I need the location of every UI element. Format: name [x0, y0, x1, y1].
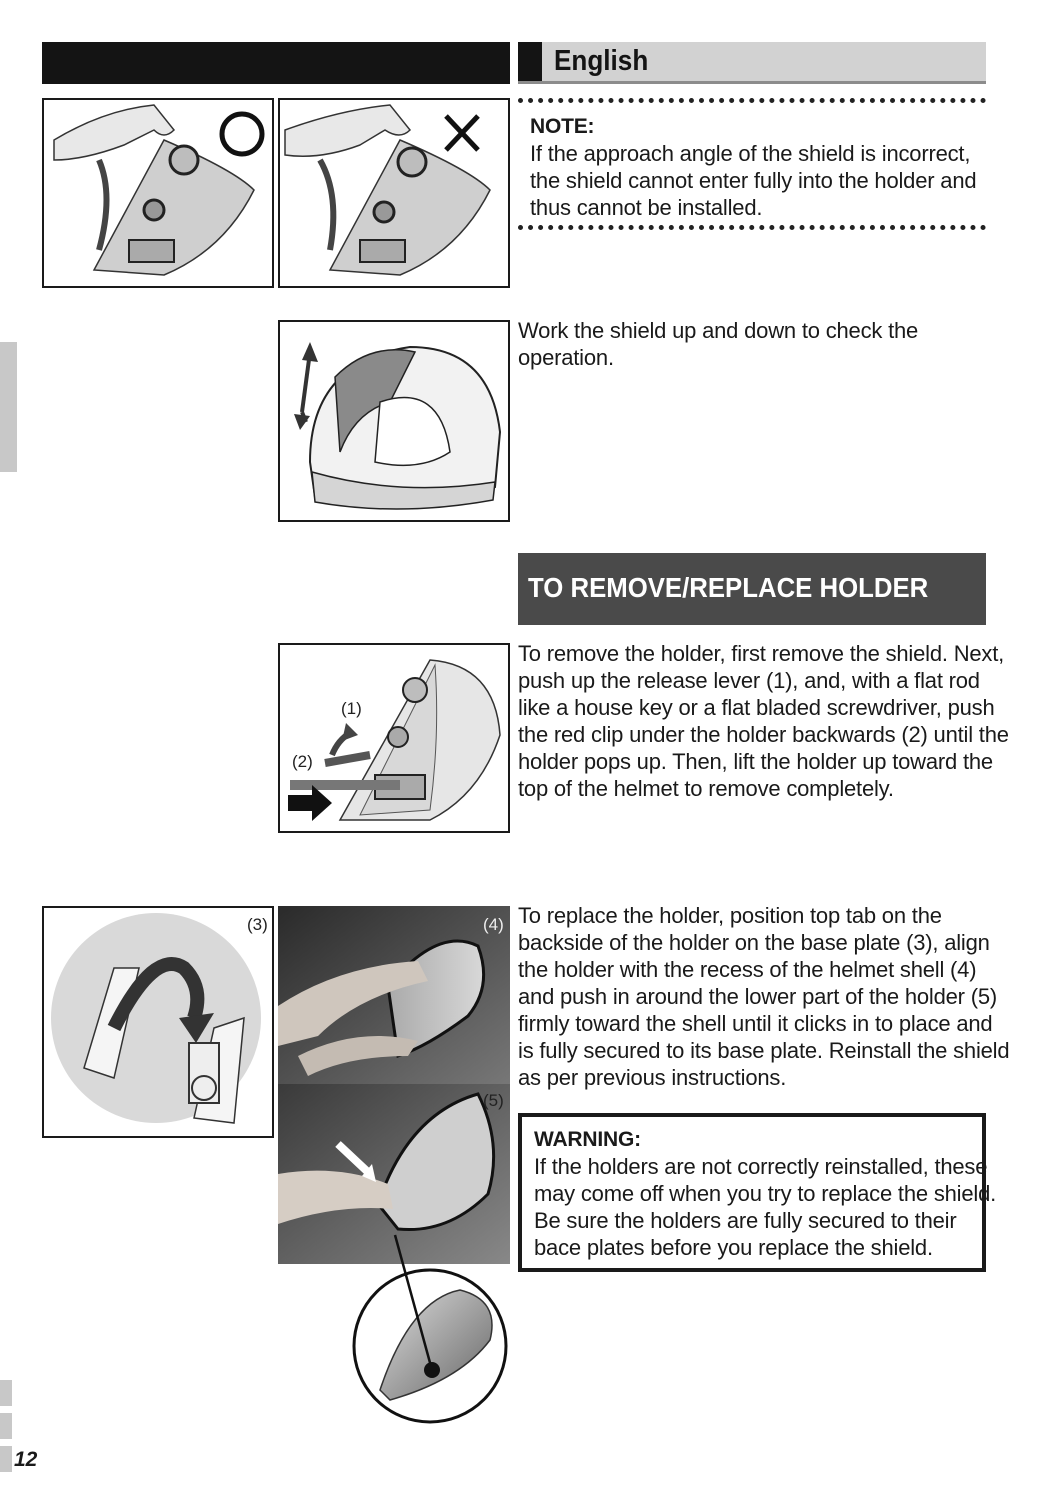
- remove-line-3: like a house key or a flat bladed screwdriver, push: [518, 695, 995, 720]
- figure-correct-angle: [42, 98, 274, 288]
- warning-title: WARNING:: [534, 1128, 641, 1151]
- replace-line-3: the holder with the recess of the helmet shell (4): [518, 957, 977, 982]
- note-line-2: the shield cannot enter fully into the holder and: [530, 168, 977, 193]
- footer-tab-3: [0, 1446, 12, 1472]
- figure-label-5: (5): [483, 1091, 504, 1110]
- remove-line-4: the red clip under the holder backwards (2) until the: [518, 722, 1009, 747]
- replace-line-6: is fully secured to its base plate. Reinstall the shield: [518, 1038, 1010, 1063]
- figure-label-2: (2): [292, 752, 313, 771]
- remove-line-5: holder pops up. Then, lift the holder up toward the: [518, 749, 993, 774]
- replace-line-2: backside of the holder on the base plate (3), align: [518, 930, 990, 955]
- warning-line-1: If the holders are not correctly reinstalled, these: [534, 1154, 988, 1179]
- replace-line-7: as per previous instructions.: [518, 1065, 787, 1090]
- note-divider-top: [518, 98, 986, 103]
- figure-remove-holder: [278, 643, 510, 833]
- figure-incorrect-angle: [278, 98, 510, 288]
- replace-line-1: To replace the holder, position top tab on the: [518, 903, 942, 928]
- replace-line-4: and push in around the lower part of the holder (5): [518, 984, 997, 1009]
- figure-label-4: (4): [483, 915, 504, 934]
- correct-circle-icon: [222, 114, 262, 154]
- remove-line-1: To remove the holder, first remove the shield. Next,: [518, 641, 1005, 666]
- section-title: TO REMOVE/REPLACE HOLDER: [528, 572, 929, 603]
- warning-line-4: bace plates before you replace the shield.: [534, 1235, 933, 1260]
- zoom-detail-circle: [350, 1230, 510, 1430]
- remove-line-2: push up the release lever (1), and, with a flat rod: [518, 668, 980, 693]
- warning-line-3: Be sure the holders are fully secured to their: [534, 1208, 957, 1233]
- side-thumb-tab: [0, 342, 17, 472]
- photo-align-holder: [278, 906, 510, 1084]
- footer-tab-2: [0, 1413, 12, 1439]
- language-tab: [518, 42, 986, 84]
- remove-line-6: top of the helmet to remove completely.: [518, 776, 894, 801]
- language-tab-marker: [518, 42, 542, 81]
- figure-label-1: (1): [341, 699, 362, 718]
- header-bar-left: [42, 42, 510, 84]
- replace-line-5: firmly toward the shell until it clicks in to place and: [518, 1011, 993, 1036]
- figure-base-plate: [42, 906, 274, 1138]
- incorrect-cross-icon: [446, 116, 478, 150]
- note-divider-bottom: [518, 225, 986, 230]
- note-title: NOTE:: [530, 115, 595, 138]
- language-label: English: [554, 45, 649, 77]
- footer-tab-1: [0, 1380, 12, 1406]
- warning-line-2: may come off when you try to replace the shield.: [534, 1181, 997, 1206]
- section-heading: [518, 553, 986, 625]
- check-operation-line-2: operation.: [518, 345, 614, 370]
- figure-label-3: (3): [247, 915, 268, 934]
- note-line-1: If the approach angle of the shield is incorrect,: [530, 141, 971, 166]
- check-operation-line-1: Work the shield up and down to check the: [518, 318, 919, 343]
- page-number: 12: [14, 1448, 38, 1471]
- figure-helmet-shield-operation: [278, 320, 510, 522]
- note-line-3: thus cannot be installed.: [530, 195, 763, 220]
